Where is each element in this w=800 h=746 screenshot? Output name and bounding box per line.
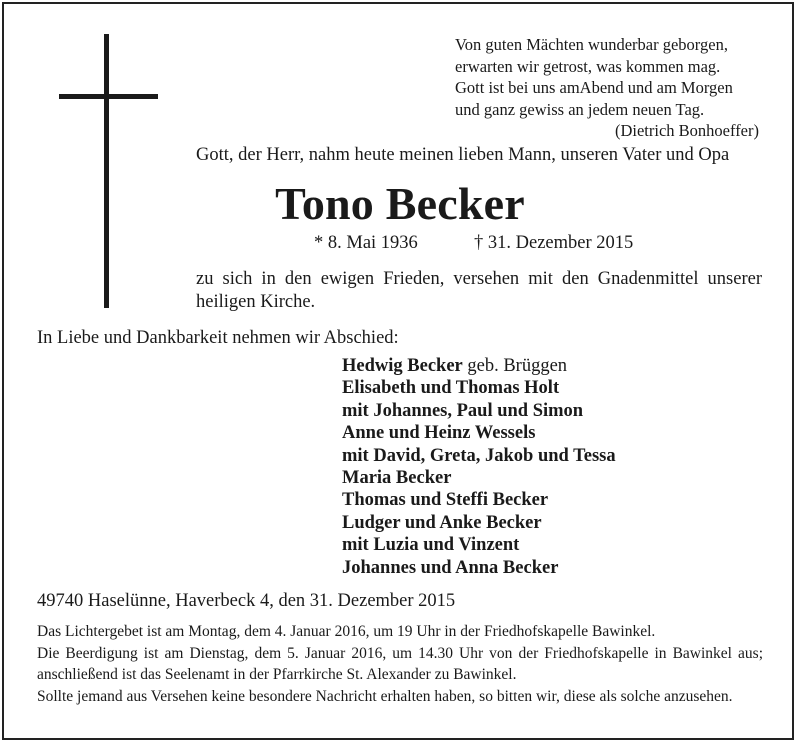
cross-vertical-bar	[104, 34, 109, 308]
farewell-text: In Liebe und Dankbarkeit nehmen wir Abschied:	[37, 328, 399, 348]
family-member	[342, 355, 616, 377]
poem-quote	[455, 34, 765, 142]
poem-author: (Dietrich Bonhoeffer)	[614, 121, 759, 140]
cross-horizontal-bar	[59, 94, 158, 99]
birth-date: * 8. Mai 1936	[314, 233, 418, 253]
poem-line: Gott ist bei uns amAbend und am Morgen	[455, 78, 733, 97]
notice-funeral: Die Beerdigung ist am Dienstag, dem 5. Januar 2016, um 14.30 Uhr von der Friedhofskapelle in Bawinkel aus; anschließend ist das Seelenamt in der Pfarrkirche St. Alexander zu Bawinkel.	[37, 645, 763, 683]
death-date: † 31. Dezember 2015	[474, 233, 634, 253]
address-line: 49740 Haselünne, Haverbeck 4, den 31. Dezember 2015	[37, 591, 456, 611]
deceased-name: Tono Becker	[275, 178, 525, 229]
notice-prayer: Das Lichtergebet ist am Montag, dem 4. Januar 2016, um 19 Uhr in der Friedhofskapelle Bawinkel.	[37, 623, 656, 640]
family-member-name: Hedwig Becker	[342, 356, 463, 376]
family-member: Johannes und Anna Becker	[342, 557, 559, 578]
family-member: Thomas und Steffi Becker	[342, 490, 549, 511]
family-member-note: geb. Brüggen	[462, 356, 568, 376]
poem-line: und ganz gewiss an jedem neuen Tag.	[455, 99, 705, 119]
family-member: Ludger und Anke Becker	[342, 512, 542, 533]
poem-line: erwarten wir getrost, was kommen mag.	[455, 56, 721, 76]
poem-line: Von guten Mächten wunderbar geborgen,	[455, 35, 728, 54]
family-member: Anne und Heinz Wessels	[342, 423, 536, 444]
family-list	[342, 355, 616, 579]
service-notices	[37, 622, 763, 709]
notice-message: Sollte jemand aus Versehen keine besondere Nachricht erhalten haben, so bitten wir, diese als solche anzusehen.	[37, 687, 733, 705]
family-member: mit David, Greta, Jakob und Tessa	[342, 445, 616, 466]
family-member: mit Johannes, Paul und Simon	[342, 400, 584, 421]
family-member: Maria Becker	[342, 468, 452, 489]
peace-text: zu sich in den ewigen Frieden, versehen mit den Gnadenmittel unserer heiligen Kirche.	[196, 269, 762, 312]
family-member: mit Luzia und Vinzent	[342, 535, 520, 556]
intro-text: Gott, der Herr, nahm heute meinen lieben Mann, unseren Vater und Opa	[196, 145, 730, 165]
family-member: Elisabeth und Thomas Holt	[342, 378, 560, 399]
